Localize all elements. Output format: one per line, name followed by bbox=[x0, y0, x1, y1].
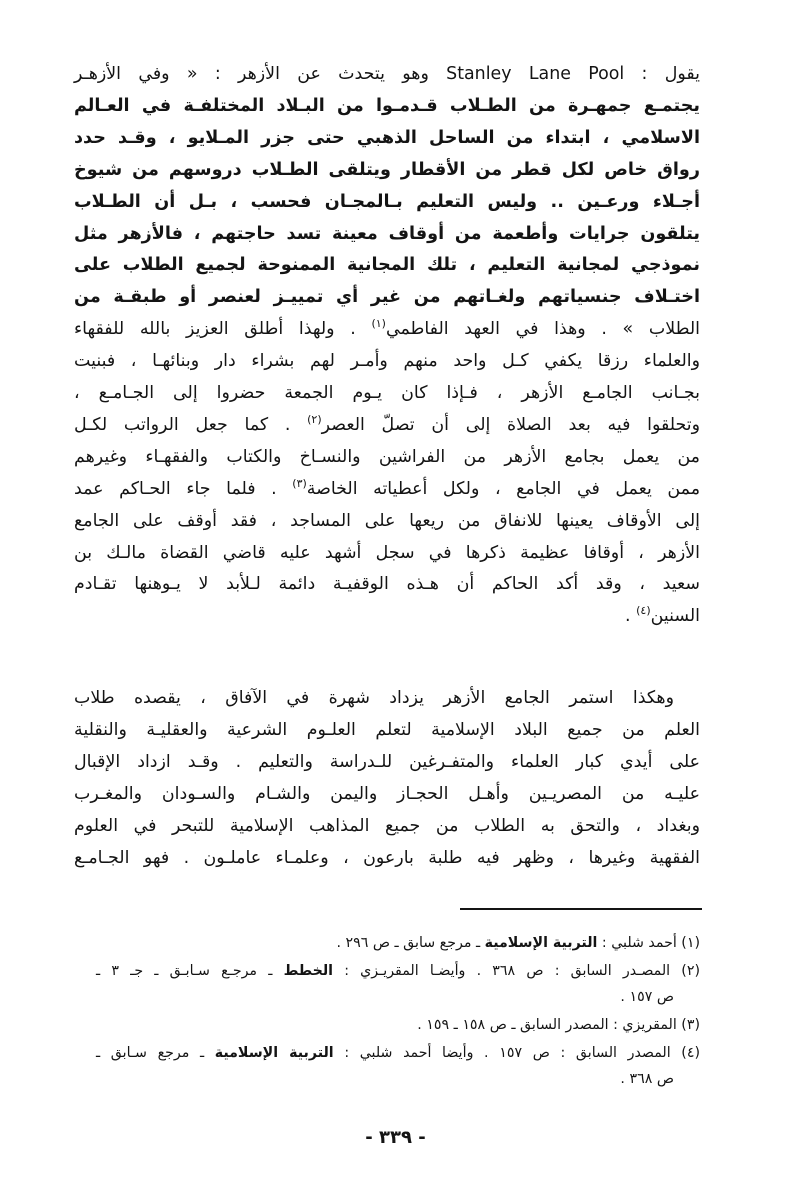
text-line: الأزهر ، أوقافا عظيمة ذكرها في سجل أشهد عليه قاضي القضاة مالـك بن bbox=[74, 542, 700, 563]
text-line: الاسلامي ، ابتداء من الساحل الذهبي حتى جزر المـلايو ، وقـد حدد bbox=[74, 127, 700, 148]
text-line: سعيد ، وقد أكد الحاكم أن هـذه الوقفيـة دائمة لـلأبد لا يـوهنها تقـادم bbox=[74, 574, 700, 595]
text-line: والعلماء رزقا يكفي كـل واحد منهم وأمـر لهم بشراء دار وبنائهـا ، فبنيت bbox=[74, 351, 700, 372]
text-line: رواق خاص لكل قطر من الأقطار ويتلقى الطـلاب دروسهم من شيوخ bbox=[74, 159, 700, 180]
text-line: يجتمـع جمهـرة من الطـلاب قـدمـوا من البـلاد المختلفـة في العـالم bbox=[74, 95, 700, 116]
text-line: عليـه من المصريـين وأهـل الحجـاز واليمن والشـام والسـودان والمغـرب bbox=[74, 783, 700, 804]
text-line: الفقهية وغيرها ، وظهر فيه طلبة بارعون ، وعلمـاء عاملـون . فهو الجـامـع bbox=[74, 847, 700, 868]
text-line: السنين$^{(٤)}$ . bbox=[625, 604, 700, 627]
footnote-line: ص ١٥٧ . bbox=[620, 989, 674, 1005]
text-line: العلم من جميع البلاد الإسلامية لتعلم العلـوم الشرعية والعقليـة والنقلية bbox=[74, 719, 700, 740]
text-line: اختـلاف جنسياتهم ولغـاتهم من غير أي تمييـز لعنصر أو طبقـة من bbox=[74, 287, 700, 308]
text-line: نموذجي لمجانية التعليم ، تلك المجانية الممنوحة لجميع الطلاب على bbox=[74, 255, 700, 276]
text-line: على أيدي كبار العلماء والمتفـرغين للـدراسة والتعليم . وقـد ازداد الإقبال bbox=[74, 751, 700, 772]
text-line: يقول : Stanley Lane Pool وهو يتحدث عن الأزهر : « وفي الأزهـر bbox=[74, 64, 700, 84]
footnote-separator bbox=[460, 908, 702, 910]
text-line: ممن يعمل في الجامع ، ولكل أعطياته الخاصة$^{(٣)}$ . فلما جاء الحـاكم عمد bbox=[74, 476, 701, 499]
footnote-line: ص ٣٦٨ . bbox=[620, 1071, 674, 1087]
text-line: من يعمل بجامع الأزهر من الفراشين والنسـاخ والكتاب والفقهـاء وغيرهم bbox=[74, 446, 700, 467]
page-number: - ٣٣٩ - bbox=[365, 1127, 426, 1148]
text-line: يتلقون جرايات وأطعمة من أوقاف معينة تسد حاجتهم ، فالأزهر مثل bbox=[74, 223, 700, 244]
text-line: أجـلاء ورعـين .. وليس التعليم بـالمجـان فحسب ، بـل أن الطـلاب bbox=[74, 191, 700, 212]
footnote-line: (١) أحمد شلبي : التربية الإسلامية ـ مرجع سابق ـ ص ٢٩٦ . bbox=[336, 935, 700, 951]
text-line: وتحلقوا فيه بعد الصلاة إلى أن تصلّ العصر$^{(٢)}$ . كما جعل الرواتب لكـل bbox=[74, 413, 700, 435]
text-line: إلى الأوقاف يعينها للانفاق من ريعها على المساجد ، فقد أوقف على الجامع bbox=[74, 510, 700, 531]
footnote-line: (٤) المصدر السابق : ص ١٥٧ . وأيضا أحمد شلبي : التربية الإسلامية ـ مرجع سـابق ـ bbox=[96, 1045, 700, 1061]
footnote-line: (٣) المقريزي : المصدر السابق ـ ص ١٥٨ ـ ١٥٩ . bbox=[417, 1017, 700, 1033]
text-line: وبغداد ، والتحق به الطلاب من جميع المذاهب الإسلامية للتبحر في العلوم bbox=[74, 815, 700, 836]
footnote-line: (٢) المصـدر السابق : ص ٣٦٨ . وأيضـا المقريـزي : الخطط ـ مرجـع سـابـق ـ جـ ٣ ـ bbox=[96, 963, 701, 979]
text-line: بجـانب الجامـع الأزهر ، فـإذا كان يـوم الجمعة حضروا إلى الجـامـع ، bbox=[74, 383, 700, 403]
text-line: الطلاب » . وهذا في العهد الفاطمي$^{(١)}$ . ولهذا أطلق العزيز بالله للفقهاء bbox=[74, 317, 700, 340]
text-line: وهكذا استمر الجامع الأزهر يزداد شهرة في الآفاق ، يقصده طلاب bbox=[74, 688, 674, 708]
